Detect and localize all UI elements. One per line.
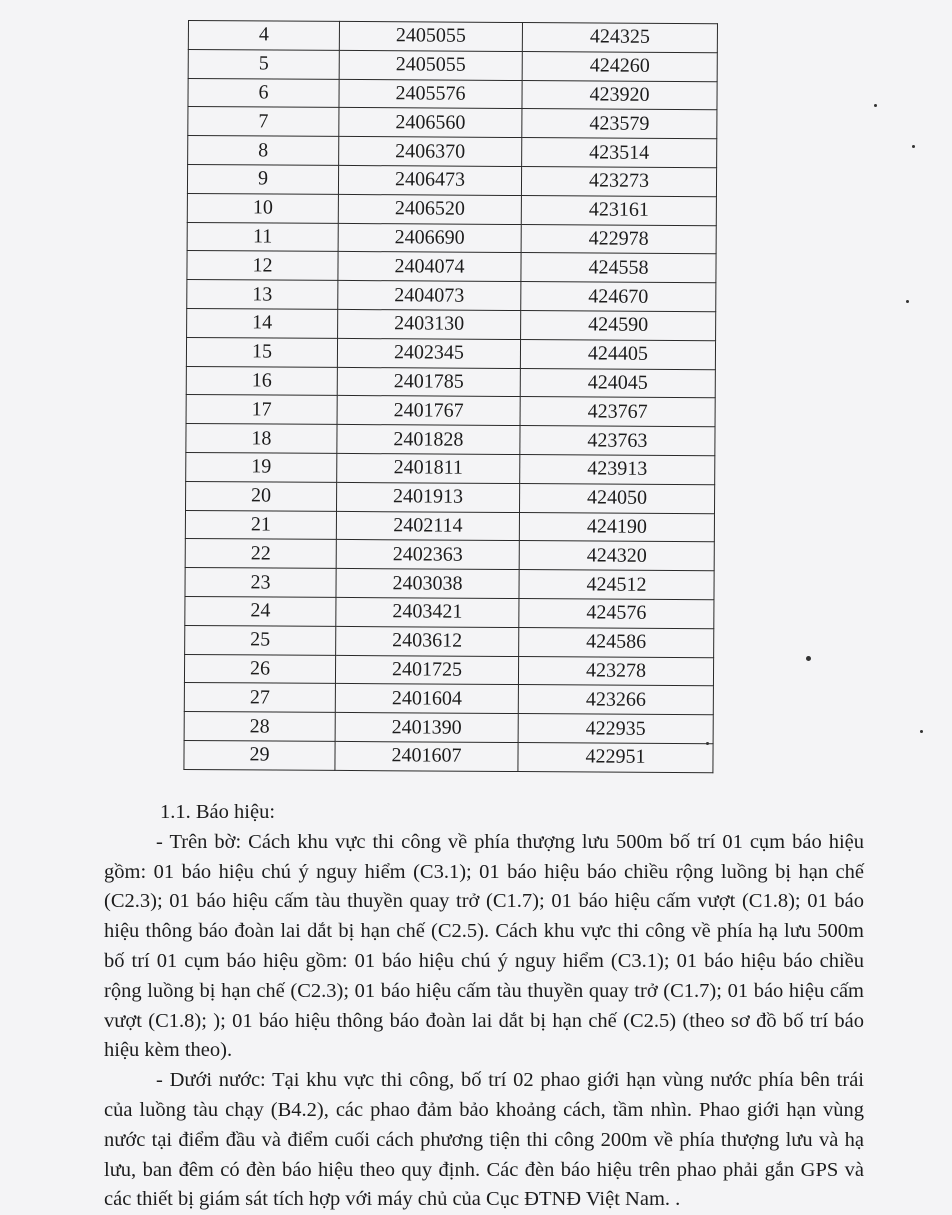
x-coordinate-cell: 2404073 <box>338 281 521 311</box>
table-row <box>184 740 713 772</box>
x-coordinate-cell: 2402345 <box>337 338 520 368</box>
x-coordinate-cell: 2405055 <box>339 21 522 51</box>
coordinates-table <box>183 20 718 773</box>
table-row <box>188 136 717 168</box>
row-number-cell: 29 <box>184 740 335 770</box>
x-coordinate-cell: 2402114 <box>336 511 519 541</box>
y-coordinate-cell: 424325 <box>522 23 717 53</box>
row-number-cell: 19 <box>186 452 337 482</box>
x-coordinate-cell: 2401785 <box>337 367 520 397</box>
table-row <box>188 21 717 53</box>
y-coordinate-cell: 423273 <box>521 167 716 197</box>
scan-speck <box>706 742 709 745</box>
row-number-cell: 5 <box>188 49 339 79</box>
x-coordinate-cell: 2406560 <box>339 108 522 138</box>
x-coordinate-cell: 2401828 <box>337 425 520 455</box>
x-coordinate-cell: 2401390 <box>335 713 518 743</box>
table-row <box>187 280 716 312</box>
scan-speck <box>912 145 915 148</box>
x-coordinate-cell: 2401604 <box>335 684 518 714</box>
table-row <box>186 452 715 484</box>
row-number-cell: 26 <box>184 654 335 684</box>
scan-speck <box>920 730 923 733</box>
table-row <box>186 424 715 456</box>
table-row <box>184 712 713 744</box>
signage-section <box>104 798 864 1215</box>
y-coordinate-cell: 424590 <box>521 311 716 341</box>
y-coordinate-cell: 423913 <box>520 454 715 484</box>
y-coordinate-cell: 424260 <box>522 51 717 81</box>
y-coordinate-cell: 424558 <box>521 253 716 283</box>
table-row <box>185 539 714 571</box>
y-coordinate-cell: 424586 <box>519 627 714 657</box>
row-number-cell: 8 <box>188 136 339 166</box>
row-number-cell: 24 <box>185 596 336 626</box>
x-coordinate-cell: 2403130 <box>338 309 521 339</box>
row-number-cell: 6 <box>188 78 339 108</box>
x-coordinate-cell: 2406690 <box>338 223 521 253</box>
row-number-cell: 23 <box>185 568 336 598</box>
table-row <box>185 510 714 542</box>
row-number-cell: 13 <box>187 280 338 310</box>
y-coordinate-cell: 424320 <box>519 541 714 571</box>
y-coordinate-cell: 423161 <box>521 195 716 225</box>
table-row <box>187 251 716 283</box>
y-coordinate-cell: 423514 <box>522 138 717 168</box>
table-row <box>188 78 717 110</box>
table-row <box>186 366 715 398</box>
x-coordinate-cell: 2403038 <box>336 569 519 599</box>
section-heading: 1.1. Báo hiệu: <box>160 801 276 823</box>
row-number-cell: 25 <box>185 625 336 655</box>
y-coordinate-cell: 424045 <box>520 368 715 398</box>
row-number-cell: 11 <box>187 222 338 252</box>
y-coordinate-cell: 423266 <box>518 685 713 715</box>
x-coordinate-cell: 2406370 <box>339 137 522 167</box>
x-coordinate-cell: 2403612 <box>336 626 519 656</box>
y-coordinate-cell: 424050 <box>520 483 715 513</box>
y-coordinate-cell: 424512 <box>519 570 714 600</box>
y-coordinate-cell: 423767 <box>520 397 715 427</box>
row-number-cell: 9 <box>187 164 338 194</box>
table-row <box>186 481 715 513</box>
row-number-cell: 21 <box>185 510 336 540</box>
row-number-cell: 27 <box>184 683 335 713</box>
x-coordinate-cell: 2405055 <box>339 50 522 80</box>
table-row <box>186 395 715 427</box>
table-row <box>185 625 714 657</box>
table-row <box>186 337 715 369</box>
y-coordinate-cell: 424670 <box>521 282 716 312</box>
y-coordinate-cell: 422978 <box>521 224 716 254</box>
x-coordinate-cell: 2404074 <box>338 252 521 282</box>
x-coordinate-cell: 2403421 <box>336 597 519 627</box>
row-number-cell: 15 <box>186 337 337 367</box>
table-row <box>187 222 716 254</box>
row-number-cell: 10 <box>187 193 338 223</box>
y-coordinate-cell: 423763 <box>520 426 715 456</box>
table-row <box>184 683 713 715</box>
row-number-cell: 22 <box>185 539 336 569</box>
row-number-cell: 17 <box>186 395 337 425</box>
x-coordinate-cell: 2401767 <box>337 396 520 426</box>
y-coordinate-cell: 423278 <box>518 656 713 686</box>
table-row <box>187 193 716 225</box>
y-coordinate-cell: 424405 <box>520 339 715 369</box>
table-row <box>188 107 717 139</box>
y-coordinate-cell: 422951 <box>518 742 713 772</box>
x-coordinate-cell: 2402363 <box>336 540 519 570</box>
row-number-cell: 4 <box>188 21 339 51</box>
x-coordinate-cell: 2401725 <box>335 655 518 685</box>
paragraph-on-shore: - Trên bờ: Cách khu vực thi công về phía thượng lưu 500m bố trí 01 cụm báo hiệu gồm: 01 báo hiệu chú ý nguy hiểm (C3.1); 01 báo hiệu báo chiều rộng luồng bị hạn chế (C2.3); 01 báo hiệu cấm tàu thuyền quay trở (C1.7); 01 báo hiệu cấm vượt (C1.8); 01 báo hiệu thông báo đoàn lai dắt bị hạn chế (C2.5). Cách khu vực thi công về phía hạ lưu 500m bố trí 01 cụm báo hiệu gồm: 01 báo hiệu chú ý nguy hiểm (C3.1); 01 báo hiệu báo chiều rộng luồng bị hạn chế (C2.3); 01 báo hiệu cấm tàu thuyền quay trở (C1.7); 01 báo hiệu cấm vượt (C1.8); ); 01 báo hiệu thông báo đoàn lai dắt bị hạn chế (C2.5) (theo sơ đồ bố trí báo hiệu kèm theo). <box>104 830 864 1062</box>
row-number-cell: 18 <box>186 424 337 454</box>
table-row <box>184 654 713 686</box>
row-number-cell: 12 <box>187 251 338 281</box>
y-coordinate-cell: 422935 <box>518 714 713 744</box>
x-coordinate-cell: 2406520 <box>338 194 521 224</box>
table-row <box>185 568 714 600</box>
paragraph-under-water: - Dưới nước: Tại khu vực thi công, bố trí 02 phao giới hạn vùng nước phía bên trái của luồng tàu chạy (B4.2), các phao đảm bảo khoảng cách, tầm nhìn. Phao giới hạn vùng nước tại điểm đầu và điểm cuối cách phương tiện thi công 200m về phía thượng lưu và hạ lưu, ban đêm có đèn báo hiệu theo quy định. Các đèn báo hiệu trên phao phải gắn GPS và các thiết bị giám sát tích hợp với máy chủ của Cục ĐTNĐ Việt Nam. . <box>104 1069 864 1211</box>
x-coordinate-cell: 2406473 <box>338 165 521 195</box>
scan-speck <box>906 300 909 303</box>
row-number-cell: 14 <box>187 308 338 338</box>
scan-speck <box>874 104 877 107</box>
y-coordinate-cell: 423920 <box>522 80 717 110</box>
row-number-cell: 7 <box>188 107 339 137</box>
x-coordinate-cell: 2405576 <box>339 79 522 109</box>
row-number-cell: 28 <box>184 712 335 742</box>
y-coordinate-cell: 424576 <box>519 598 714 628</box>
x-coordinate-cell: 2401913 <box>337 482 520 512</box>
coordinates-table-body <box>184 21 718 773</box>
row-number-cell: 20 <box>186 481 337 511</box>
scan-speck <box>806 656 811 661</box>
table-row <box>187 308 716 340</box>
x-coordinate-cell: 2401607 <box>335 741 518 771</box>
row-number-cell: 16 <box>186 366 337 396</box>
x-coordinate-cell: 2401811 <box>337 453 520 483</box>
table-row <box>187 164 716 196</box>
y-coordinate-cell: 423579 <box>522 109 717 139</box>
table-row <box>185 596 714 628</box>
table-row <box>188 49 717 81</box>
y-coordinate-cell: 424190 <box>519 512 714 542</box>
